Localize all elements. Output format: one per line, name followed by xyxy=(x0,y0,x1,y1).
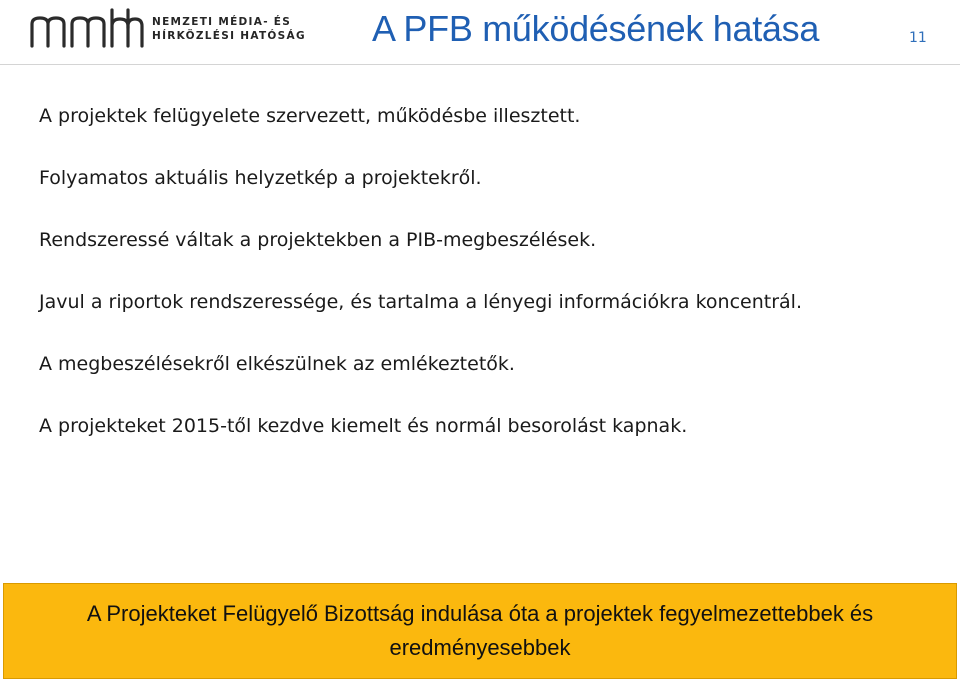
logo-line-2: HÍRKÖZLÉSI HATÓSÁG xyxy=(152,30,306,42)
slide-title: A PFB működésének hatása xyxy=(372,8,820,49)
bullet-list xyxy=(39,100,919,442)
summary-text xyxy=(4,597,956,665)
page-number: 11 xyxy=(909,30,927,46)
summary-callout xyxy=(3,583,957,679)
header-divider xyxy=(0,64,960,65)
nmhh-logo-icon xyxy=(28,6,144,50)
bullet-item: A projekteket 2015-től kezdve kiemelt és normál besorolást kapnak. xyxy=(39,415,688,437)
bullet-item: Javul a riportok rendszeressége, és tartalma a lényegi információkra koncentrál. xyxy=(39,291,802,313)
bullet-item: Folyamatos aktuális helyzetkép a projektekről. xyxy=(39,167,482,189)
summary-emphasis: a projektek fegyelmezettebbek és eredményesebbek xyxy=(389,601,874,660)
bullet-item: A megbeszélésekről elkészülnek az emlékeztetők. xyxy=(39,353,515,375)
logo-line-1: NEMZETI MÉDIA- ÉS xyxy=(152,16,292,28)
summary-prefix: A Projekteket Felügyelő Bizottság indulása óta xyxy=(86,601,546,626)
nmhh-logo xyxy=(28,6,306,50)
bullet-item: A projektek felügyelete szervezett, működésbe illesztett. xyxy=(39,105,581,127)
slide-header xyxy=(0,0,960,62)
logo-wordmark xyxy=(152,15,306,43)
bullet-item: Rendszeressé váltak a projektekben a PIB-megbeszélések. xyxy=(39,229,597,251)
